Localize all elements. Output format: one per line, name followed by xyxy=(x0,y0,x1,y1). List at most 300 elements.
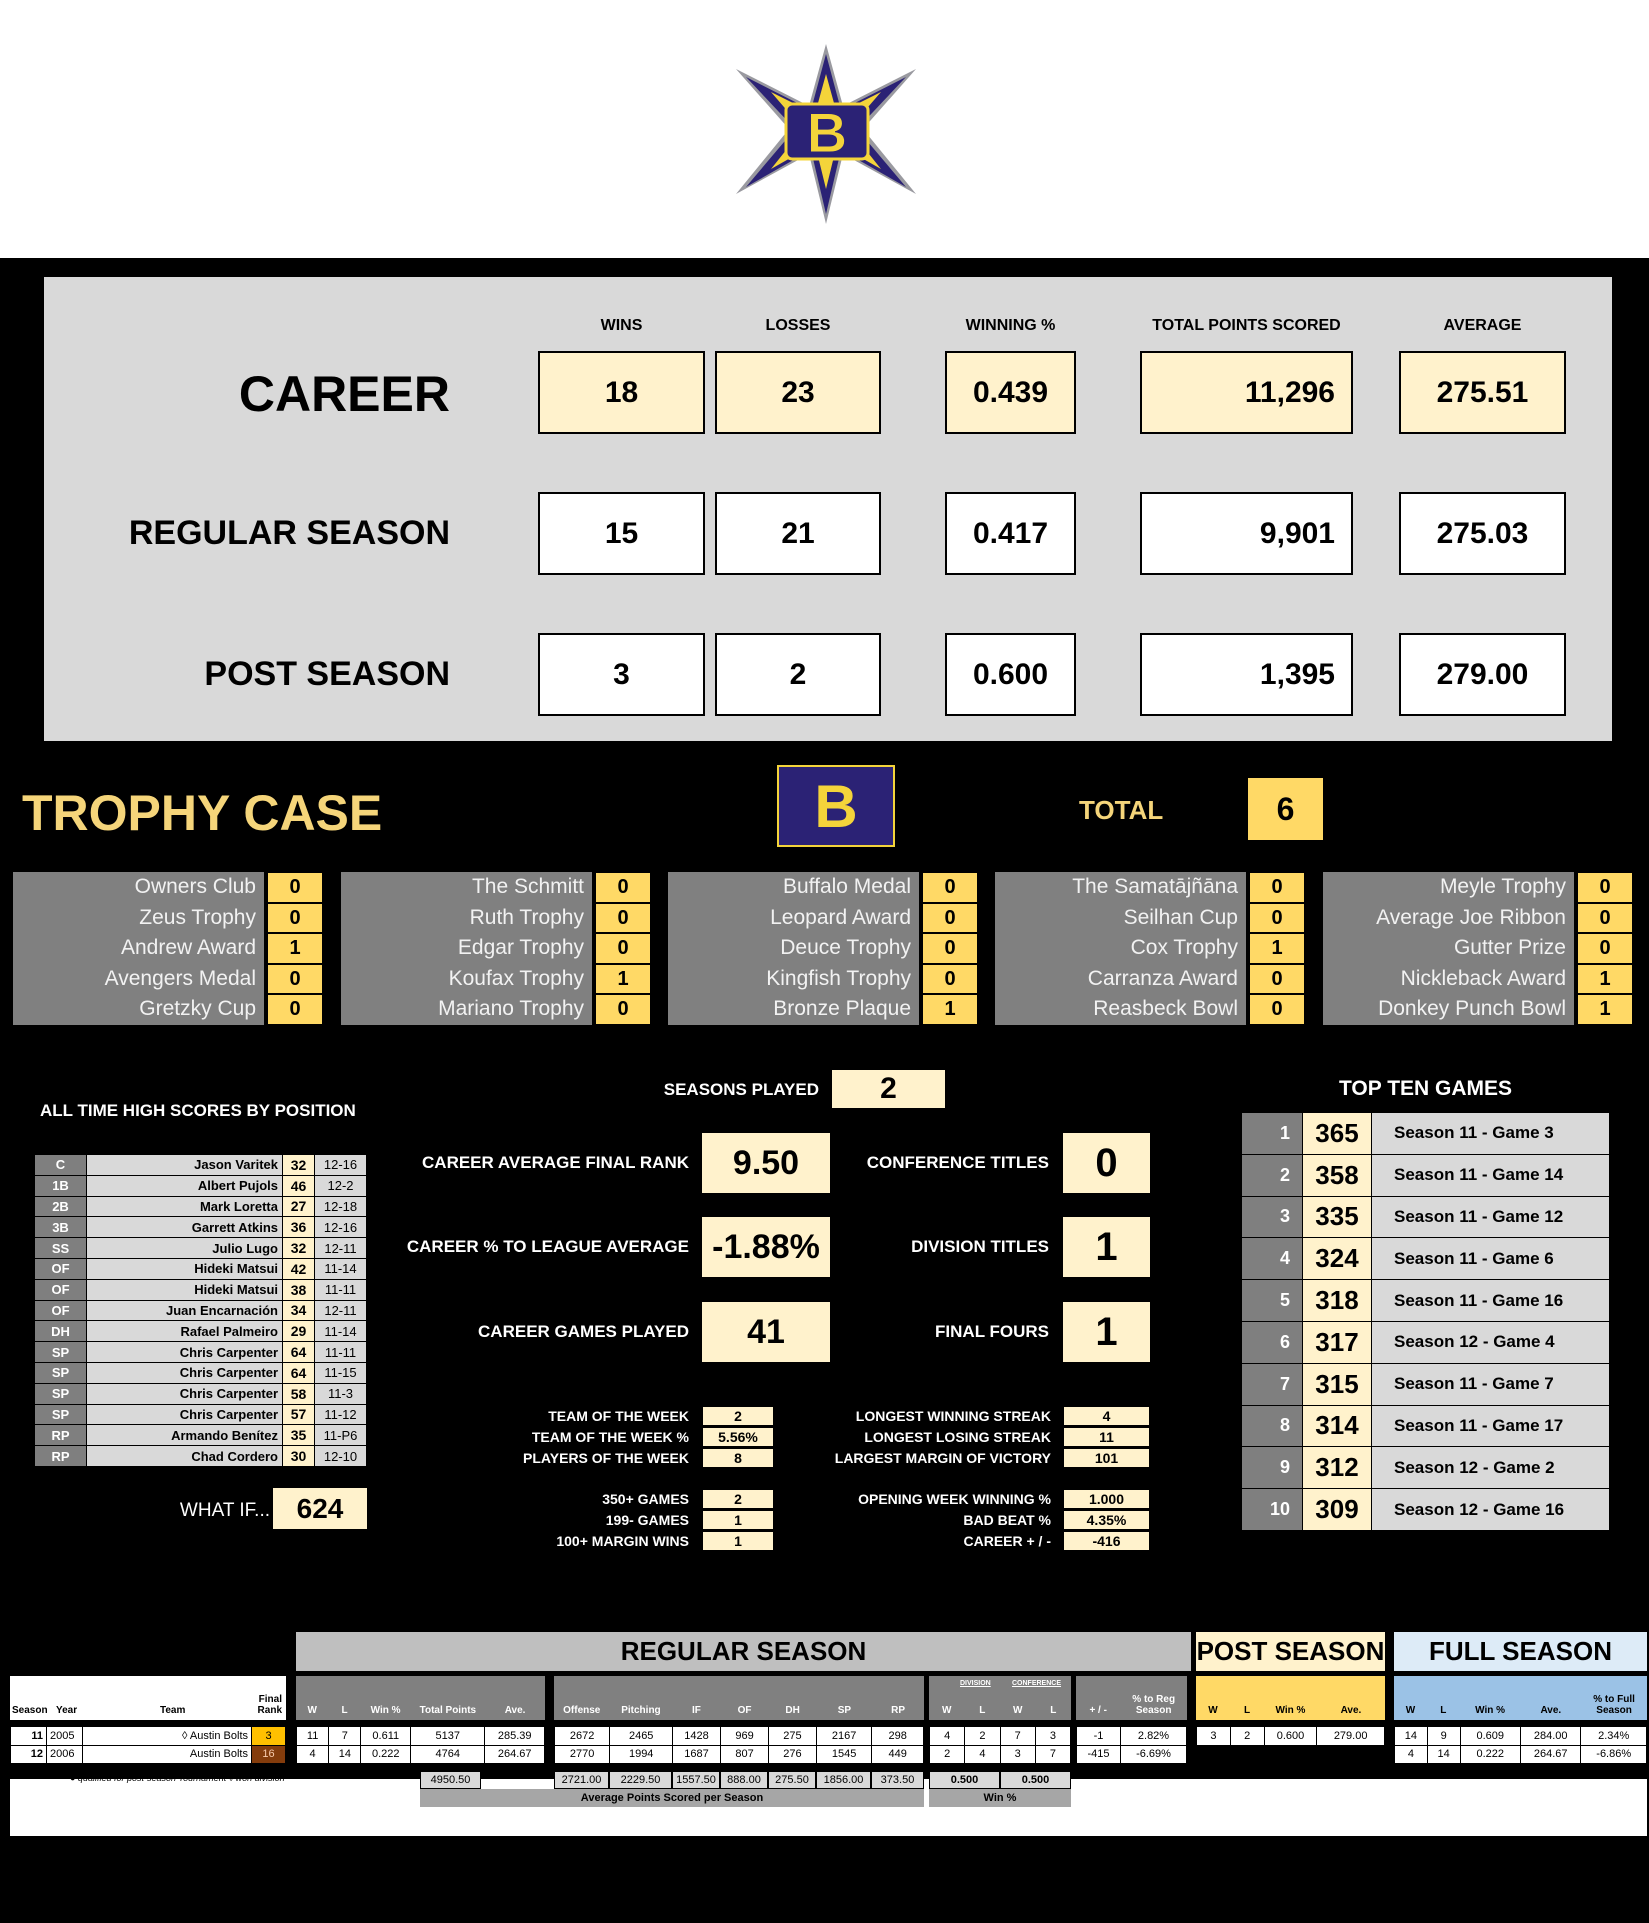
game-cell: 11-11 xyxy=(315,1342,367,1363)
position-cell: 1B xyxy=(35,1175,87,1196)
column-header: Win % xyxy=(1275,1705,1306,1716)
mini-stat-label: LARGEST MARGIN OF VICTORY xyxy=(834,1450,1051,1466)
what-if-value: 624 xyxy=(273,1488,367,1529)
average-points-cell: 2229.50 xyxy=(609,1771,672,1789)
game-cell: 12-18 xyxy=(315,1196,367,1217)
trophy-name: Meyle Trophy xyxy=(1323,872,1574,903)
column-header: L xyxy=(1050,1705,1057,1716)
trophy-name: Edgar Trophy xyxy=(341,933,592,964)
trophy-count: 0 xyxy=(1249,994,1305,1025)
stat-value: -1.88% xyxy=(702,1217,830,1277)
conference-group-label: CONFERENCE xyxy=(1012,1680,1062,1687)
reg-season-table xyxy=(296,1726,545,1764)
score-cell: 315 xyxy=(1303,1363,1372,1405)
player-cell: Armando Benítez xyxy=(87,1425,283,1446)
cell: 2.82% xyxy=(1121,1727,1187,1746)
column-header: IF xyxy=(691,1705,701,1716)
table-row xyxy=(35,1404,367,1425)
column-header: Ave. xyxy=(1340,1705,1362,1716)
stat-value-box: 9,901 xyxy=(1140,492,1353,575)
trophy-name: Deuce Trophy xyxy=(668,933,919,964)
trophy-name: Cox Trophy xyxy=(995,933,1246,964)
trophy-count: 0 xyxy=(595,994,651,1025)
game-cell: 11-P6 xyxy=(315,1425,367,1446)
stat-value: 9.50 xyxy=(702,1133,830,1193)
table-row xyxy=(555,1727,924,1746)
cell: 969 xyxy=(721,1727,769,1746)
trophy-name: Buffalo Medal xyxy=(668,872,919,903)
row-label: CAREER xyxy=(238,366,450,422)
season-cell: 12 xyxy=(11,1745,47,1764)
mini-stat-value: 11 xyxy=(1063,1427,1150,1447)
cell: 0.609 xyxy=(1460,1727,1520,1746)
trophy-group xyxy=(1323,872,1633,1025)
cell: 279.00 xyxy=(1317,1727,1385,1746)
high-scores-table xyxy=(34,1154,367,1467)
win-pct-label: Win % xyxy=(929,1789,1071,1807)
cell: 0.222 xyxy=(1460,1745,1520,1764)
position-cell: DH xyxy=(35,1321,87,1342)
position-cell: SS xyxy=(35,1238,87,1259)
score-cell: 34 xyxy=(283,1300,315,1321)
year-cell: 2005 xyxy=(47,1727,83,1746)
cell: 264.67 xyxy=(1520,1745,1580,1764)
trophy-name: Avengers Medal xyxy=(13,964,264,995)
trophy-name: Donkey Punch Bowl xyxy=(1323,994,1574,1025)
average-points-label: Average Points Scored per Season xyxy=(420,1789,924,1807)
position-cell: OF xyxy=(35,1279,87,1300)
trophy-count: 0 xyxy=(267,964,323,995)
column-header: AVERAGE xyxy=(1443,317,1522,334)
position-cell: C xyxy=(35,1155,87,1176)
stat-value: 1 xyxy=(1063,1217,1150,1277)
position-cell: RP xyxy=(35,1425,87,1446)
top-ten-title: TOP TEN GAMES xyxy=(1338,1077,1513,1100)
average-points-cell: 373.50 xyxy=(871,1771,924,1789)
trophy-total-label: TOTAL xyxy=(1079,795,1164,825)
column-header: Season xyxy=(12,1705,48,1716)
points-breakdown-headers xyxy=(554,1676,924,1720)
seasons-played-label: SEASONS PLAYED xyxy=(663,1080,819,1099)
position-cell: SP xyxy=(35,1404,87,1425)
average-points-cell: 888.00 xyxy=(720,1771,768,1789)
score-cell: 312 xyxy=(1303,1447,1372,1489)
cell: 1545 xyxy=(816,1745,871,1764)
player-cell: Rafael Palmeiro xyxy=(87,1321,283,1342)
game-cell: Season 11 - Game 14 xyxy=(1372,1154,1610,1196)
game-cell: 11-14 xyxy=(315,1258,367,1279)
table-row xyxy=(297,1745,545,1764)
player-cell: Chris Carpenter xyxy=(87,1383,283,1404)
game-cell: Season 12 - Game 16 xyxy=(1372,1489,1610,1531)
trophy-name: Zeus Trophy xyxy=(13,903,264,934)
stat-value: 0 xyxy=(1063,1133,1150,1193)
trophy-count: 0 xyxy=(267,903,323,934)
cell: 4 xyxy=(930,1727,965,1746)
column-header: Year xyxy=(56,1705,78,1716)
trophy-count: 0 xyxy=(1577,872,1633,903)
column-header: TOTAL POINTS SCORED xyxy=(1152,317,1341,334)
score-cell: 29 xyxy=(283,1321,315,1342)
stat-value: 41 xyxy=(702,1302,830,1362)
table-row xyxy=(1077,1727,1187,1746)
team-cell: ◊ Austin Bolts xyxy=(83,1727,252,1746)
table-row xyxy=(35,1362,367,1383)
cell: 14 xyxy=(1427,1745,1460,1764)
trophy-group xyxy=(668,872,978,1025)
trophy-count: 0 xyxy=(267,872,323,903)
column-header: Total Points xyxy=(419,1705,477,1716)
top-ten-table xyxy=(1241,1112,1610,1531)
game-cell: 12-16 xyxy=(315,1155,367,1176)
cell: 14 xyxy=(329,1745,361,1764)
trophy-count: 0 xyxy=(922,903,978,934)
table-row xyxy=(1395,1727,1647,1746)
cell: 1994 xyxy=(610,1745,673,1764)
trophy-count: 0 xyxy=(922,964,978,995)
mini-stat-value: 101 xyxy=(1063,1448,1150,1468)
average-points-cell: 275.50 xyxy=(768,1771,816,1789)
column-header: W xyxy=(1208,1705,1218,1716)
cell: 4764 xyxy=(411,1745,485,1764)
score-cell: 27 xyxy=(283,1196,315,1217)
column-header: Win % xyxy=(1475,1705,1506,1716)
trophy-count: 0 xyxy=(1577,903,1633,934)
trophy-group xyxy=(13,872,323,1025)
cell: 2465 xyxy=(610,1727,673,1746)
cell: 275 xyxy=(769,1727,817,1746)
stat-value-box: 275.03 xyxy=(1399,492,1566,575)
position-cell: OF xyxy=(35,1300,87,1321)
game-cell: Season 11 - Game 16 xyxy=(1372,1280,1610,1322)
table-row xyxy=(555,1745,924,1764)
score-cell: 35 xyxy=(283,1425,315,1446)
table-row xyxy=(297,1727,545,1746)
trophy-case-title: TROPHY CASE xyxy=(22,785,383,841)
rank-cell: 10 xyxy=(1242,1489,1303,1531)
rank-cell: 6 xyxy=(1242,1321,1303,1363)
player-cell: Hideki Matsui xyxy=(87,1279,283,1300)
stat-value: 1 xyxy=(1063,1302,1150,1362)
division-group-label: DIVISION xyxy=(960,1680,991,1687)
table-row xyxy=(1242,1363,1610,1405)
table-row xyxy=(1242,1154,1610,1196)
mini-stat-value: 1.000 xyxy=(1063,1489,1150,1509)
cell: 7 xyxy=(329,1727,361,1746)
table-row xyxy=(930,1727,1071,1746)
stat-value-box: 11,296 xyxy=(1140,351,1353,434)
trophy-name: Reasbeck Bowl xyxy=(995,994,1246,1025)
trophy-count: 0 xyxy=(595,903,651,934)
cell: 0.611 xyxy=(361,1727,411,1746)
footnote-text: ● qualified for post-season Tournament ◊ won division xyxy=(70,1773,285,1783)
trophy-name: Koufax Trophy xyxy=(341,964,592,995)
stat-label: CAREER % TO LEAGUE AVERAGE xyxy=(406,1237,689,1256)
rank-cell: 9 xyxy=(1242,1447,1303,1489)
mini-stat-value: 4 xyxy=(1063,1406,1150,1426)
stat-value-box: 15 xyxy=(538,492,705,575)
stat-value-box: 0.600 xyxy=(945,633,1076,716)
table-row xyxy=(35,1238,367,1259)
cell: 7 xyxy=(1035,1745,1070,1764)
cell: -6.69% xyxy=(1121,1745,1187,1764)
mini-stat-value: -416 xyxy=(1063,1531,1150,1551)
stat-value-box: 0.417 xyxy=(945,492,1076,575)
mini-stat-label: OPENING WEEK WINNING % xyxy=(858,1491,1051,1507)
table-row xyxy=(1395,1745,1647,1764)
team-cell: Austin Bolts xyxy=(83,1745,252,1764)
position-cell: OF xyxy=(35,1258,87,1279)
column-header: % to Reg Season xyxy=(1132,1694,1176,1716)
post-season-headers xyxy=(1196,1676,1385,1720)
trophy-count: 0 xyxy=(922,933,978,964)
trophy-count: 0 xyxy=(922,872,978,903)
mini-stat-label: PLAYERS OF THE WEEK xyxy=(523,1450,689,1466)
table-row xyxy=(1242,1489,1610,1531)
column-header: L xyxy=(979,1705,986,1716)
trophy-count: 0 xyxy=(1577,933,1633,964)
info-headers xyxy=(10,1676,286,1720)
trophy-count: 1 xyxy=(1249,933,1305,964)
cell: 3 xyxy=(1197,1727,1231,1746)
position-cell: SP xyxy=(35,1362,87,1383)
mini-stat-value: 2 xyxy=(702,1406,774,1426)
stat-value-box: 23 xyxy=(715,351,881,434)
cell: 0.600 xyxy=(1264,1727,1317,1746)
stat-value-box: 18 xyxy=(538,351,705,434)
score-cell: 64 xyxy=(283,1362,315,1383)
win-pct-cell: 0.500 xyxy=(1000,1771,1071,1789)
score-cell: 309 xyxy=(1303,1489,1372,1531)
row-label: POST SEASON xyxy=(204,655,450,693)
stat-value-box: 1,395 xyxy=(1140,633,1353,716)
cell: 2167 xyxy=(816,1727,871,1746)
game-cell: 11-15 xyxy=(315,1362,367,1383)
score-cell: 318 xyxy=(1303,1280,1372,1322)
column-header: OF xyxy=(737,1705,752,1716)
rank-cell: 3 xyxy=(1242,1196,1303,1238)
trophy-name: Kingfish Trophy xyxy=(668,964,919,995)
mini-stat-label: 199- GAMES xyxy=(605,1512,689,1528)
trophy-name: Nickleback Award xyxy=(1323,964,1574,995)
column-header: W xyxy=(1405,1705,1416,1716)
cell: 276 xyxy=(769,1745,817,1764)
column-header: Win % xyxy=(370,1705,401,1716)
full-season-headers xyxy=(1394,1676,1647,1720)
game-cell: Season 11 - Game 17 xyxy=(1372,1405,1610,1447)
trophy-name: Ruth Trophy xyxy=(341,903,592,934)
column-header: W xyxy=(1013,1705,1023,1716)
table-row xyxy=(1197,1745,1385,1764)
mini-stat-value: 4.35% xyxy=(1063,1510,1150,1530)
cell: 298 xyxy=(872,1727,924,1746)
player-cell: Chris Carpenter xyxy=(87,1342,283,1363)
column-header: L xyxy=(341,1705,348,1716)
trophy-name: Gretzky Cup xyxy=(13,994,264,1025)
trophy-count: 1 xyxy=(267,933,323,964)
cell: 449 xyxy=(872,1745,924,1764)
trophy-name: Average Joe Ribbon xyxy=(1323,903,1574,934)
table-row xyxy=(1077,1745,1187,1764)
final-rank-cell: 16 xyxy=(252,1745,286,1764)
position-cell: 3B xyxy=(35,1217,87,1238)
cell: 264.67 xyxy=(485,1745,545,1764)
mini-stat-value: 5.56% xyxy=(702,1427,774,1447)
column-header: SP xyxy=(837,1705,852,1716)
table-row xyxy=(35,1300,367,1321)
post-season-table xyxy=(1196,1726,1385,1764)
mini-stat-label: TEAM OF THE WEEK xyxy=(548,1408,689,1424)
rank-cell: 5 xyxy=(1242,1280,1303,1322)
table-row xyxy=(1242,1238,1610,1280)
stat-value-box: 21 xyxy=(715,492,881,575)
logo-letter: B xyxy=(814,772,858,840)
player-cell: Juan Encarnación xyxy=(87,1300,283,1321)
column-header: W xyxy=(307,1705,317,1716)
mini-stat-value: 2 xyxy=(702,1489,774,1509)
trophy-name: Mariano Trophy xyxy=(341,994,592,1025)
division-conference-table xyxy=(929,1726,1071,1764)
year-cell: 2006 xyxy=(47,1745,83,1764)
cell: 3 xyxy=(1000,1745,1035,1764)
header-banner xyxy=(0,0,1649,258)
cell: 2.34% xyxy=(1581,1727,1647,1746)
seasons-played-value: 2 xyxy=(832,1070,945,1108)
cell: -1 xyxy=(1077,1727,1121,1746)
svg-text:B: B xyxy=(806,101,848,164)
player-cell: Garrett Atkins xyxy=(87,1217,283,1238)
trophy-name: The Samatājñāna xyxy=(995,872,1246,903)
column-header: RP xyxy=(891,1705,906,1716)
cell: -6.86% xyxy=(1581,1745,1647,1764)
mini-stat-label: 350+ GAMES xyxy=(602,1491,689,1507)
mini-stat-label: 100+ MARGIN WINS xyxy=(556,1533,689,1549)
what-if-label: WHAT IF... xyxy=(179,1500,270,1521)
rank-cell: 1 xyxy=(1242,1113,1303,1155)
column-header: WINS xyxy=(600,317,643,334)
column-header: + / - xyxy=(1089,1705,1107,1716)
trophy-name: Owners Club xyxy=(13,872,264,903)
cell: 807 xyxy=(721,1745,769,1764)
game-cell: 11-14 xyxy=(315,1321,367,1342)
rank-cell: 4 xyxy=(1242,1238,1303,1280)
stat-label: CAREER GAMES PLAYED xyxy=(478,1322,689,1341)
player-cell: Albert Pujols xyxy=(87,1175,283,1196)
trophy-count: 1 xyxy=(1577,964,1633,995)
column-header: Ave. xyxy=(504,1705,526,1716)
position-cell: RP xyxy=(35,1446,87,1467)
stat-label: CAREER AVERAGE FINAL RANK xyxy=(422,1153,689,1172)
trophy-count: 1 xyxy=(1577,994,1633,1025)
cell: 1428 xyxy=(673,1727,721,1746)
trophy-name: Seilhan Cup xyxy=(995,903,1246,934)
table-row xyxy=(1242,1113,1610,1155)
game-cell: Season 11 - Game 3 xyxy=(1372,1113,1610,1155)
stat-label: DIVISION TITLES xyxy=(911,1237,1049,1256)
cell: 9 xyxy=(1427,1727,1460,1746)
column-header: WINNING % xyxy=(965,317,1056,334)
trophy-count: 0 xyxy=(1249,903,1305,934)
table-row xyxy=(930,1745,1071,1764)
game-cell: 12-2 xyxy=(315,1175,367,1196)
trophy-name: Bronze Plaque xyxy=(668,994,919,1025)
table-row xyxy=(1242,1321,1610,1363)
trophy-name: The Schmitt xyxy=(341,872,592,903)
plus-minus-headers xyxy=(1076,1676,1187,1720)
mini-stat-label: BAD BEAT % xyxy=(963,1512,1051,1528)
column-header: W xyxy=(942,1705,952,1716)
stat-value-box: 279.00 xyxy=(1399,633,1566,716)
table-row xyxy=(35,1258,367,1279)
stat-value-box: 3 xyxy=(538,633,705,716)
game-cell: 11-3 xyxy=(315,1383,367,1404)
plus-minus-table xyxy=(1076,1726,1187,1764)
team-logo-small-icon xyxy=(777,765,895,847)
mini-stat-value: 1 xyxy=(702,1510,774,1530)
cell: 4 xyxy=(1395,1745,1428,1764)
game-cell: Season 11 - Game 7 xyxy=(1372,1363,1610,1405)
cell: 1687 xyxy=(673,1745,721,1764)
position-cell: SP xyxy=(35,1342,87,1363)
table-row xyxy=(35,1217,367,1238)
row-label: REGULAR SEASON xyxy=(128,514,450,552)
high-scores-title: ALL TIME HIGH SCORES BY POSITION xyxy=(40,1101,356,1120)
table-row xyxy=(11,1745,286,1764)
trophy-count: 0 xyxy=(267,994,323,1025)
player-cell: Chris Carpenter xyxy=(87,1404,283,1425)
trophy-count: 0 xyxy=(1249,964,1305,995)
trophy-total-value: 6 xyxy=(1248,778,1323,840)
game-cell: 12-16 xyxy=(315,1217,367,1238)
score-cell: 46 xyxy=(283,1175,315,1196)
cell: 3 xyxy=(1035,1727,1070,1746)
mini-stat-label: LONGEST WINNING STREAK xyxy=(855,1408,1051,1424)
mini-stat-label: TEAM OF THE WEEK % xyxy=(531,1429,689,1445)
table-row xyxy=(1242,1196,1610,1238)
table-row xyxy=(35,1383,367,1404)
cell: 2 xyxy=(1230,1727,1264,1746)
cell: -415 xyxy=(1077,1745,1121,1764)
cell: 4 xyxy=(297,1745,329,1764)
score-cell: 335 xyxy=(1303,1196,1372,1238)
table-row xyxy=(35,1155,367,1176)
score-cell: 36 xyxy=(283,1217,315,1238)
cell: 14 xyxy=(1395,1727,1428,1746)
score-cell: 42 xyxy=(283,1258,315,1279)
game-cell: 12-11 xyxy=(315,1300,367,1321)
full-season-header: FULL SEASON xyxy=(1394,1632,1647,1671)
player-cell: Julio Lugo xyxy=(87,1238,283,1259)
player-cell: Mark Loretta xyxy=(87,1196,283,1217)
trophy-group xyxy=(341,872,651,1025)
trophy-count: 0 xyxy=(595,872,651,903)
trophy-name: Andrew Award xyxy=(13,933,264,964)
win-pct-cell: 0.500 xyxy=(929,1771,1000,1789)
table-row xyxy=(1242,1447,1610,1489)
table-row xyxy=(1242,1280,1610,1322)
column-header: L xyxy=(1243,1705,1251,1716)
rank-cell: 2 xyxy=(1242,1154,1303,1196)
player-cell: Chris Carpenter xyxy=(87,1362,283,1383)
average-points-cell: 1557.50 xyxy=(672,1771,720,1789)
cell: 5137 xyxy=(411,1727,485,1746)
table-row xyxy=(35,1279,367,1300)
stat-value-box: 275.51 xyxy=(1399,351,1566,434)
game-cell: 12-10 xyxy=(315,1446,367,1467)
column-header: % to Full Season xyxy=(1593,1694,1635,1716)
table-row xyxy=(35,1321,367,1342)
table-row xyxy=(35,1425,367,1446)
